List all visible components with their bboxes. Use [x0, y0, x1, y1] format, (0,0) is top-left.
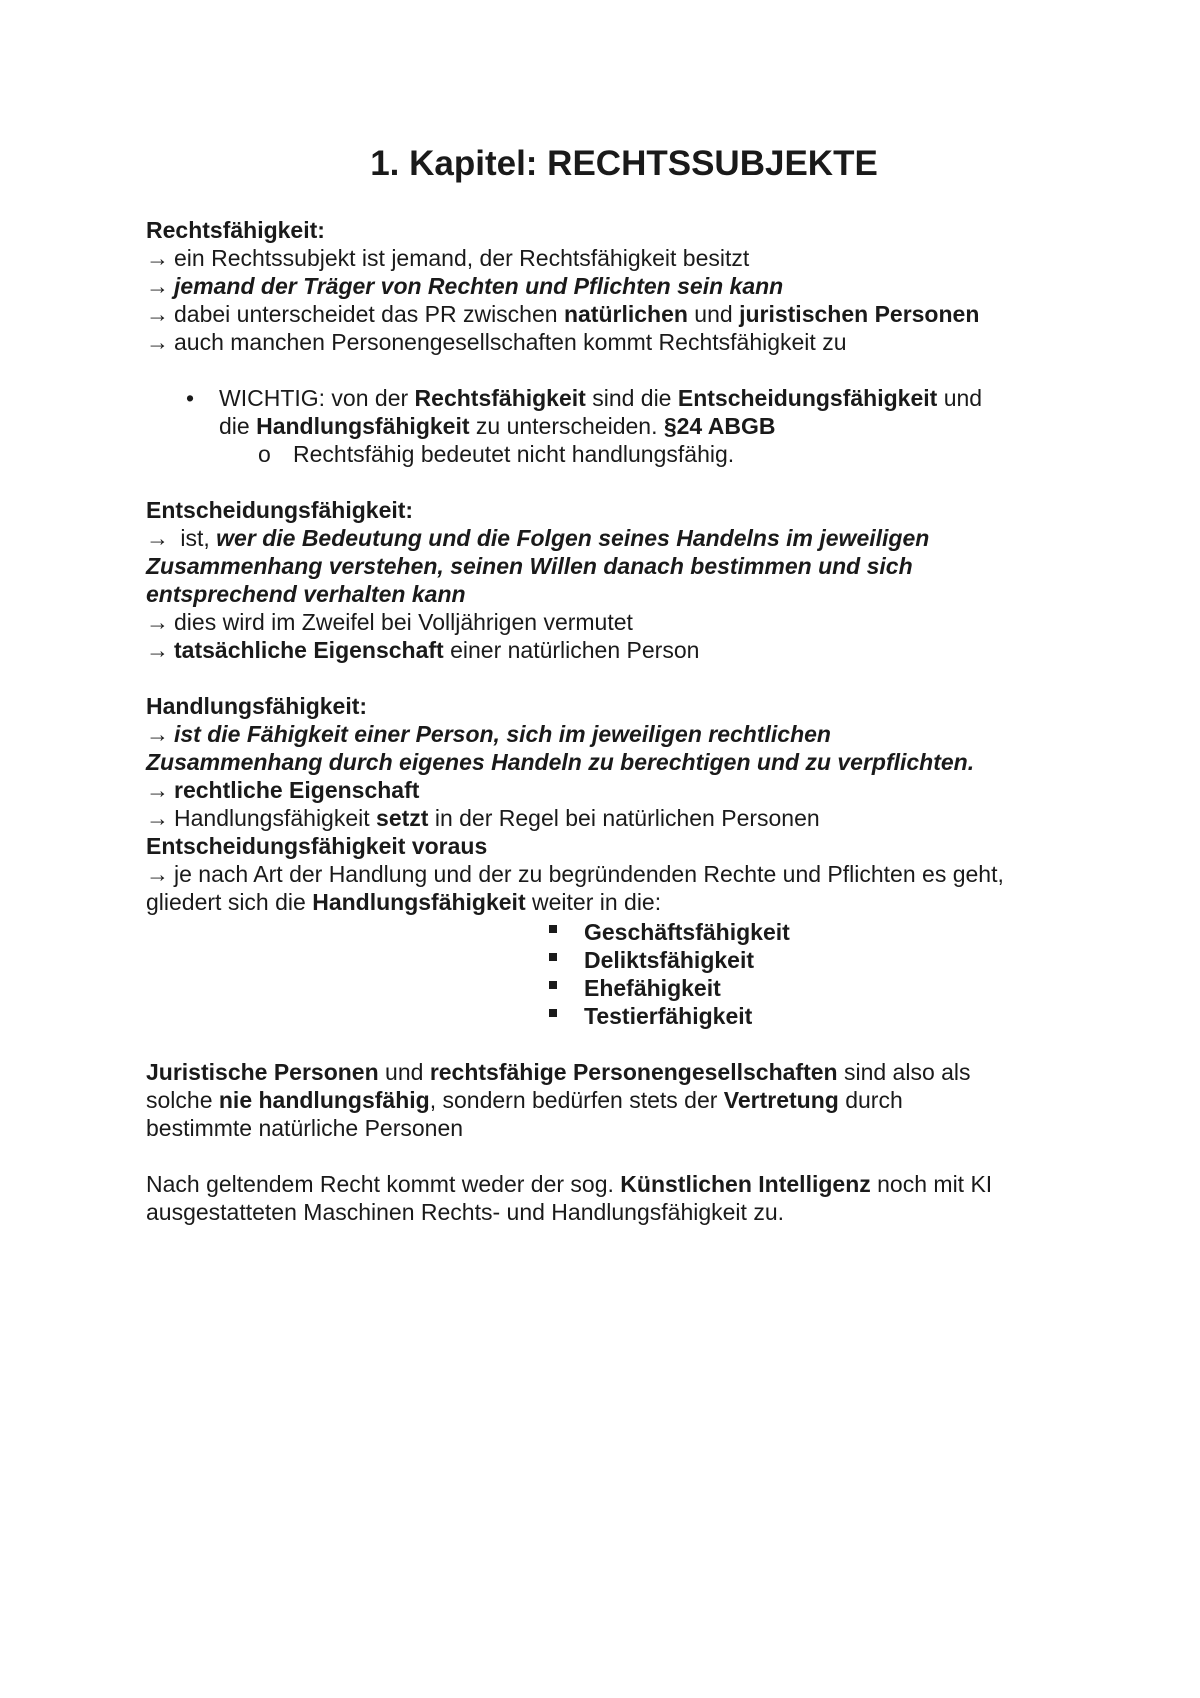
text-span: weiter in die: — [525, 889, 662, 915]
text-span: , sondern bedürfen stets der — [429, 1087, 724, 1113]
text-span: nie handlungsfähig — [218, 1087, 430, 1113]
text-span: die — [219, 413, 257, 439]
paragraph-ki — [146, 1170, 1066, 1226]
text-span: in der Regel bei natürlichen Personen — [428, 805, 820, 831]
section-heading: Handlungsfähigkeit: — [146, 693, 368, 719]
text-line: entsprechend verhalten kann — [146, 581, 466, 607]
text-span: einer natürlichen Person — [443, 637, 700, 663]
text-line: Rechtsfähig bedeutet nicht handlungsfähig. — [293, 441, 735, 467]
arrow-icon: → — [146, 301, 169, 327]
arrow-icon: → — [146, 721, 169, 747]
list-item-label: Deliktsfähigkeit — [584, 947, 754, 973]
text-span: Handlungsfähigkeit — [174, 805, 377, 831]
list-item-label: Testierfähigkeit — [584, 1003, 753, 1029]
square-bullet-icon — [549, 981, 557, 989]
text-line: Zusammenhang durch eigenes Handeln zu berechtigen und zu verpflichten. — [146, 749, 975, 775]
arrow-icon: → — [146, 525, 169, 551]
arrow-icon: → — [146, 609, 169, 635]
wichtig-bullet — [146, 384, 1066, 440]
list-item — [549, 946, 790, 974]
text-line: ausgestatteten Maschinen Rechts- und Handlungsfähigkeit zu. — [146, 1199, 785, 1225]
text-span: tatsächliche Eigenschaft — [174, 637, 444, 663]
text-span: Vertretung — [723, 1087, 839, 1113]
arrow-icon: → — [146, 273, 169, 299]
bullet-icon: • — [186, 385, 195, 411]
section-entscheidungsfaehigkeit — [146, 496, 1066, 664]
text-span: Entscheidungsfähigkeit — [677, 385, 938, 411]
arrow-icon: → — [146, 329, 169, 355]
text-span: Nach geltendem Recht kommt weder der sog. — [146, 1171, 621, 1197]
section-rechtsfaehigkeit — [146, 216, 1066, 356]
text-span: solche — [146, 1087, 219, 1113]
text-span: setzt — [376, 805, 429, 831]
square-bullet-icon — [549, 1009, 557, 1017]
arrow-icon: → — [146, 637, 169, 663]
text-span: durch — [838, 1087, 903, 1113]
text-span: juristischen Personen — [739, 301, 980, 327]
text-span: noch mit KI — [870, 1171, 993, 1197]
arrow-icon: → — [146, 245, 169, 271]
list-item-label: Ehefähigkeit — [584, 975, 721, 1001]
text-line: ist die Fähigkeit einer Person, sich im jeweiligen rechtlichen — [174, 721, 831, 747]
paragraph-juristische-personen — [146, 1058, 1066, 1142]
circle-bullet-icon: o — [258, 441, 271, 467]
text-span: zu unterscheiden. — [469, 413, 664, 439]
text-span: natürlichen — [563, 301, 688, 327]
text-span: und — [687, 301, 740, 327]
text-span: und — [937, 385, 983, 411]
text-span: WICHTIG: von der — [219, 385, 415, 411]
handlungsfaehigkeit-list — [549, 918, 790, 1030]
text-span: gliedert sich die — [146, 889, 313, 915]
text-span: rechtsfähige Personengesellschaften — [429, 1059, 838, 1085]
text-line: auch manchen Personengesellschaften kommt Rechtsfähigkeit zu — [174, 329, 847, 355]
text-span: und — [378, 1059, 430, 1085]
text-line: Zusammenhang verstehen, seinen Willen danach bestimmen und sich — [146, 553, 913, 579]
text-line: je nach Art der Handlung und der zu begründenden Rechte und Pflichten es geht, — [174, 861, 1004, 887]
text-line: ein Rechtssubjekt ist jemand, der Rechtsfähigkeit besitzt — [174, 245, 750, 271]
text-span: Handlungsfähigkeit — [312, 889, 526, 915]
list-item — [549, 1002, 790, 1030]
section-heading: Rechtsfähigkeit: — [146, 217, 325, 243]
text-span: Künstlichen Intelligenz — [620, 1171, 871, 1197]
arrow-icon: → — [146, 777, 169, 803]
list-item-label: Geschäftsfähigkeit — [584, 919, 790, 945]
text-span: wer die Bedeutung und die Folgen seines Handelns im jeweiligen — [216, 525, 930, 551]
arrow-icon: → — [146, 805, 169, 831]
text-span: §24 ABGB — [663, 413, 776, 439]
text-line: jemand der Träger von Rechten und Pflichten sein kann — [174, 273, 784, 299]
text-line: dies wird im Zweifel bei Volljährigen vermutet — [174, 609, 633, 635]
text-line: rechtliche Eigenschaft — [174, 777, 420, 803]
arrow-icon: → — [146, 861, 169, 887]
text-span: Handlungsfähigkeit — [256, 413, 470, 439]
text-span: Rechtsfähigkeit — [414, 385, 586, 411]
wichtig-subbullet — [146, 440, 1066, 468]
text-span: ist, — [174, 525, 217, 551]
section-heading: Entscheidungsfähigkeit: — [146, 497, 414, 523]
list-item — [549, 918, 790, 946]
text-line: Entscheidungsfähigkeit voraus — [146, 833, 488, 859]
text-line: bestimmte natürliche Personen — [146, 1115, 464, 1141]
text-span: sind die — [585, 385, 678, 411]
section-handlungsfaehigkeit — [146, 692, 1066, 916]
page-title: 1. Kapitel: RECHTSSUBJEKTE — [370, 144, 878, 183]
list-item — [549, 974, 790, 1002]
square-bullet-icon — [549, 953, 557, 961]
text-span: sind also als — [837, 1059, 971, 1085]
text-span: Juristische Personen — [146, 1059, 379, 1085]
text-span: dabei unterscheidet das PR zwischen — [174, 301, 564, 327]
square-bullet-icon — [549, 925, 557, 933]
